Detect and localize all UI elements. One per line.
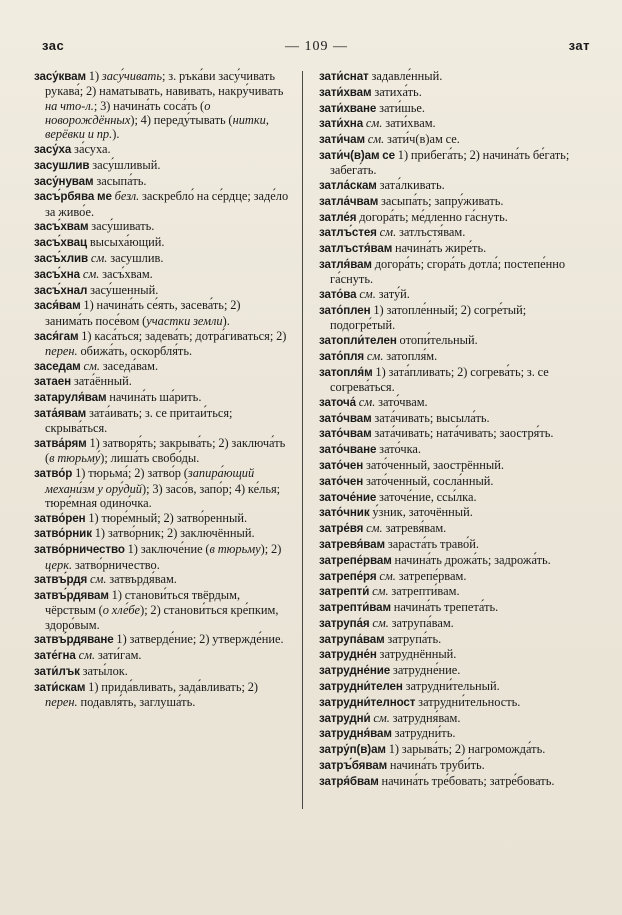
dictionary-entry <box>319 69 571 84</box>
entry-definition: отопи́тельный. <box>396 333 478 348</box>
entry-definition: начина́ть ша́рить. <box>106 390 202 405</box>
entry-headword: затле́я <box>319 210 357 224</box>
entry-definition: см. засушлив. <box>90 251 164 266</box>
entry-definition: засыпа́ть. <box>93 173 147 188</box>
entry-definition: зата́ивать; з. се притаи́ться; скрыва́ться. <box>45 406 233 436</box>
entry-headword: зато́чник <box>319 506 370 520</box>
dictionary-entry <box>34 542 290 572</box>
dictionary-entry <box>319 553 571 568</box>
entry-headword: затво́р <box>34 467 73 481</box>
entry-definition: у́зник, заточённый. <box>369 505 473 520</box>
dictionary-entry <box>34 374 290 389</box>
entry-headword: затаруля́вам <box>34 391 107 405</box>
entry-definition: см. затревя́вам. <box>366 521 447 536</box>
dictionary-entry <box>34 69 290 141</box>
entry-definition: см. зати́гам. <box>78 648 142 663</box>
entry-definition: заты́лок. <box>79 664 128 679</box>
entry-headword: засъ́хлив <box>34 252 89 266</box>
dictionary-entry <box>319 774 571 789</box>
entry-definition: 1) заключе́ние (в тюрьму); 2) церк. затво́рничество. <box>45 542 282 572</box>
entry-headword: затво́рен <box>34 511 86 525</box>
entry-headword: затрепе́ря <box>319 569 377 583</box>
entry-definition: задавле́нный. <box>368 69 443 83</box>
entry-headword: зати́скам <box>34 680 86 694</box>
entry-headword: затрупа́вам <box>319 632 385 646</box>
entry-definition: см. затрепти́вам. <box>372 584 460 599</box>
entry-headword: засъ́хвац <box>34 236 88 250</box>
entry-headword: затвъ́рдявам <box>34 589 109 603</box>
entry-headword: зати́хвам <box>319 85 372 99</box>
entry-headword: заседам <box>34 359 81 373</box>
entry-definition: 1) зата́пливать; 2) согрева́ть; з. се согрева́ться. <box>330 364 549 394</box>
entry-definition: зата́ённый. <box>71 374 132 389</box>
entry-headword: зати́хна <box>319 117 364 131</box>
entry-headword: засъ́рбява ме <box>34 190 112 204</box>
entry-headword: затаен <box>34 375 72 389</box>
dictionary-entry <box>319 85 571 100</box>
column-divider <box>302 71 303 809</box>
dictionary-entry <box>319 132 571 147</box>
dictionary-entry <box>34 436 290 466</box>
entry-headword: затлъстя́вам <box>319 242 393 256</box>
entry-headword: затря́бвам <box>319 774 379 788</box>
dictionary-entry <box>34 390 290 405</box>
entry-definition: 1) тюре́мный; 2) затво́ренный. <box>85 510 248 525</box>
entry-headword: зати́снат <box>319 70 369 83</box>
dictionary-entry <box>319 569 571 584</box>
entry-headword: зато́чване <box>319 443 377 457</box>
entry-headword: зато́чен <box>319 474 364 488</box>
entry-headword: затрепти́ <box>319 585 370 599</box>
entry-headword: затръ́бявам <box>319 759 388 773</box>
dictionary-entry <box>34 298 290 328</box>
entry-headword: зася́вам <box>34 299 81 313</box>
entry-definition: см. затрупа́вам. <box>372 615 454 630</box>
dictionary-entry <box>319 458 571 473</box>
dictionary-entry <box>34 158 290 173</box>
entry-definition: догора́ть; ме́дленно га́снуть. <box>356 209 508 224</box>
entry-headword: заточе́ние <box>319 490 377 504</box>
dictionary-entry <box>319 474 571 489</box>
dictionary-entry <box>34 680 290 710</box>
dictionary-entry <box>319 241 571 256</box>
entry-headword: затрудня́вам <box>319 727 392 741</box>
entry-definition: зараста́ть траво́й. <box>385 536 479 551</box>
dictionary-entry <box>319 257 571 287</box>
entry-headword: затвъ́рдяване <box>34 633 114 647</box>
dictionary-entry <box>319 758 571 773</box>
entry-headword: засу́нувам <box>34 174 94 188</box>
catchword-left: зас <box>42 38 65 53</box>
entry-definition: см. затвърдя́вам. <box>89 572 177 587</box>
entry-definition: засу́шенный. <box>87 282 159 297</box>
entry-definition: зата́чивать; ната́чивать; заостря́ть. <box>371 426 554 441</box>
left-column <box>34 69 302 710</box>
dictionary-entry <box>319 490 571 505</box>
entry-definition: зато́ченный, заострённый. <box>363 457 504 472</box>
entry-definition: начина́ть труби́ть. <box>387 758 485 773</box>
dictionary-entry <box>319 600 571 615</box>
entry-definition: начина́ть трепета́ть. <box>390 600 499 615</box>
entry-definition: 1) засу́чивать; з. ръка́ви засу́чивать рукава́; 2) наматывать, навивать, накру́чивать на что-л.; 3) начина́ть соса́ть (о новорождённых); 4) переду́тывать (нитки, верёвки и пр.). <box>45 69 284 142</box>
dictionary-entry <box>319 365 571 395</box>
dictionary-entry <box>319 521 571 536</box>
entry-headword: зати́хване <box>319 101 377 115</box>
dictionary-entry <box>319 679 571 694</box>
entry-definition: см. зати́хвам. <box>365 116 436 131</box>
dictionary-entry <box>319 411 571 426</box>
dictionary-entry <box>34 189 290 219</box>
dictionary-entry <box>34 219 290 234</box>
entry-definition: 1) станови́ться твёрдым, чёрствым (о хле́бе); 2) станови́ться кре́пким, здоро́вым. <box>45 588 279 632</box>
dictionary-entry <box>319 225 571 240</box>
entry-headword: засъ́хна <box>34 267 81 281</box>
right-column <box>303 69 571 790</box>
entry-headword: затлъ́стея <box>319 226 377 240</box>
entry-definition: затрудни́ть. <box>391 726 456 741</box>
entry-headword: затрупа́я <box>319 616 370 630</box>
entry-definition: зато́ченный, сосла́нный. <box>363 473 494 488</box>
entry-headword: затре́вя <box>319 522 364 536</box>
entry-headword: зати́лък <box>34 665 80 679</box>
dictionary-entry <box>319 178 571 193</box>
entry-headword: затрудни́телност <box>319 695 416 709</box>
entry-headword: заточа́ <box>319 395 356 409</box>
entry-definition: см. зати́ч(в)ам се. <box>367 132 460 147</box>
entry-definition: затрудни́тельный. <box>402 679 500 694</box>
entry-headword: засушлив <box>34 158 90 172</box>
entry-definition: см. затопля́м. <box>366 348 438 363</box>
catchword-right: зат <box>568 38 590 53</box>
entry-definition: 1) затопле́нный; 2) согре́тый; подогре́тый. <box>330 302 527 333</box>
entry-headword: зато́чвам <box>319 411 372 425</box>
entry-headword: затла́скам <box>319 179 377 193</box>
entry-definition: см. затрудня́вам. <box>373 710 461 725</box>
dictionary-entry <box>319 349 571 364</box>
entry-definition: 1) прибега́ть; 2) начина́ть бе́гать; забега́ть. <box>330 147 570 178</box>
dictionary-entry <box>319 333 571 348</box>
dictionary-entry <box>34 174 290 189</box>
entry-headword: засъ́хвам <box>34 220 89 234</box>
page-header <box>34 38 596 55</box>
entry-headword: зато́чвам <box>319 427 372 441</box>
dictionary-entry <box>34 664 290 679</box>
dictionary-entry <box>34 572 290 587</box>
entry-definition: зата́лкивать. <box>376 178 445 193</box>
entry-headword: зато́пля <box>319 349 365 363</box>
entry-headword: зате́гна <box>34 649 76 663</box>
entry-definition: 1) затворя́ть; закрыва́ть; 2) заключа́ть (в тюрьму́); лиша́ть свобо́ды. <box>45 436 286 466</box>
entry-definition: см. затрепе́рвам. <box>379 568 467 583</box>
dictionary-entry <box>319 426 571 441</box>
entry-definition: 1) зарыва́ть; 2) нагроможда́ть. <box>385 742 546 757</box>
entry-headword: засу́ха <box>34 142 72 156</box>
entry-headword: зато́чен <box>319 458 364 472</box>
dictionary-entry <box>319 116 571 131</box>
dictionary-entry <box>319 101 571 116</box>
entry-headword: затрудни́телен <box>319 680 403 694</box>
entry-definition: см. зато́чвам. <box>358 394 428 409</box>
entry-definition: 1) тюрьма́; 2) затво́р (запира́ющий механи́зм у ору́дий); 3) засо́в, запо́р; 4) ке́лья; тюре́мная одино́чка. <box>45 466 281 510</box>
dictionary-entry <box>319 537 571 552</box>
dictionary-entry <box>319 505 571 520</box>
dictionary-entry <box>319 303 571 333</box>
dictionary-entry <box>34 283 290 298</box>
entry-headword: затревя́вам <box>319 537 386 551</box>
entry-headword: затрепе́рвам <box>319 553 392 567</box>
dictionary-entry <box>34 632 290 647</box>
dictionary-entry <box>34 588 290 632</box>
dictionary-entry <box>319 442 571 457</box>
entry-definition: 1) затво́рник; 2) заключённый. <box>91 526 255 541</box>
dictionary-entry <box>319 395 571 410</box>
entry-headword: зати́ч(в)ам се <box>319 148 395 162</box>
entry-definition: затрудне́ние. <box>390 663 461 678</box>
entry-headword: зати́чам <box>319 133 365 147</box>
entry-definition: затиха́ть. <box>371 84 422 99</box>
entry-definition: зати́шье. <box>376 100 426 115</box>
entry-headword: зато́ва <box>319 288 357 302</box>
entry-definition: начина́ть дрожа́ть; задрожа́ть. <box>391 552 551 567</box>
entry-headword: зася́гам <box>34 329 79 343</box>
dictionary-entry <box>319 210 571 225</box>
dictionary-entry <box>34 235 290 250</box>
entry-headword: затрудне́ние <box>319 664 391 678</box>
entry-headword: затопля́м <box>319 365 373 379</box>
entry-definition: безл. заскребло́ на се́рдце; заде́ло за живо́е. <box>45 189 289 219</box>
dictionary-entry <box>319 695 571 710</box>
dictionary-entry <box>319 616 571 631</box>
entry-definition: 1) начина́ть се́ять, засева́ть; 2) занима́ть посе́вом (участки земли). <box>45 298 241 328</box>
entry-definition: засу́шливый. <box>89 157 161 172</box>
dictionary-entry <box>34 359 290 374</box>
dictionary-entry <box>319 584 571 599</box>
dictionary-entry <box>34 406 290 436</box>
entry-definition: см. зату́й. <box>359 287 410 302</box>
entry-definition: засу́шивать. <box>88 219 155 234</box>
entry-definition: зата́чивать; высыла́ть. <box>371 410 490 425</box>
dictionary-entry <box>34 648 290 663</box>
entry-definition: догора́ть; сгора́ть дотла́; постепе́нно га́снуть. <box>330 257 566 287</box>
dictionary-entry <box>34 267 290 282</box>
entry-definition: за́суха. <box>71 141 111 156</box>
entry-headword: затла́чвам <box>319 194 379 208</box>
dictionary-entry <box>319 711 571 726</box>
entry-definition: начина́ть жире́ть. <box>392 241 487 256</box>
entry-headword: затва́рям <box>34 437 87 451</box>
dictionary-entry <box>34 511 290 526</box>
entry-definition: 1) затверде́ние; 2) утвержде́ние. <box>113 632 284 647</box>
entry-headword: засу́квам <box>34 70 86 83</box>
entry-definition: заточе́ние, ссы́лка. <box>376 489 477 504</box>
entry-headword: затрудне́н <box>319 648 377 662</box>
entry-definition: 1) прида́вливать, зада́вливать; 2) перен. подавля́ть, заглуша́ть. <box>45 679 259 710</box>
entry-headword: затопли́телен <box>319 334 397 348</box>
dictionary-entry <box>319 194 571 209</box>
dictionary-entry <box>34 526 290 541</box>
entry-definition: зато́чка. <box>376 442 422 457</box>
entry-headword: затрудни́ <box>319 711 371 725</box>
dictionary-entry <box>34 142 290 157</box>
dictionary-entry <box>319 632 571 647</box>
entry-headword: засъ́хнал <box>34 283 88 297</box>
entry-definition: см. затлъстя́вам. <box>379 225 466 240</box>
entry-definition: см. засъ́хвам. <box>82 266 153 281</box>
entry-headword: затво́рничество <box>34 543 125 557</box>
entry-definition: см. заседа́вам. <box>83 358 159 373</box>
dictionary-entry <box>34 329 290 359</box>
columns-container <box>34 69 596 899</box>
dictionary-entry <box>319 148 571 178</box>
entry-definition: затруднённый. <box>376 647 457 662</box>
dictionary-entry <box>319 726 571 741</box>
page-number: — 109 — <box>284 39 348 54</box>
entry-definition: затрудни́тельность. <box>415 694 521 709</box>
entry-headword: затру́п(в)ам <box>319 743 386 757</box>
dictionary-entry <box>319 663 571 678</box>
entry-headword: затрепти́вам <box>319 601 391 615</box>
entry-definition: затрупа́ть. <box>384 631 442 646</box>
dictionary-entry <box>319 287 571 302</box>
entry-headword: затвъ́рдя <box>34 573 88 587</box>
entry-definition: 1) каса́ться; задева́ть; дотра́гиваться; 2) перен. обижа́ть, оскорбля́ть. <box>45 328 287 358</box>
entry-headword: зата́явам <box>34 407 87 421</box>
entry-headword: затво́рник <box>34 527 92 541</box>
dictionary-entry <box>319 647 571 662</box>
entry-headword: зато́плен <box>319 303 371 317</box>
entry-definition: начина́ть тре́бовать; затре́бовать. <box>378 773 555 788</box>
dictionary-entry <box>319 742 571 757</box>
entry-definition: засыпа́ть; запру́живать. <box>378 193 504 208</box>
entry-definition: высыха́ющий. <box>87 235 165 250</box>
entry-headword: затля́вам <box>319 258 372 272</box>
dictionary-entry <box>34 466 290 510</box>
dictionary-entry <box>34 251 290 266</box>
